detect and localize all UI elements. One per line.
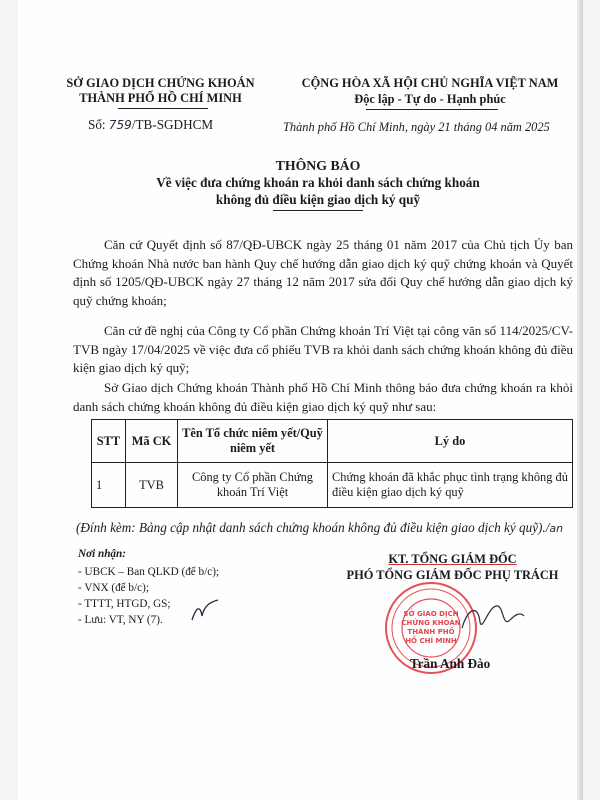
agency-name-line2: THÀNH PHỐ HỒ CHÍ MINH	[79, 91, 242, 105]
number-handwritten: 759	[108, 118, 132, 132]
cell-stt: 1	[92, 463, 126, 508]
paragraph-announcement: Sở Giao dịch Chứng khoán Thành phố Hồ Chí Minh thông báo đưa chứng khoán ra khỏi danh sách chứng khoán không đủ điều kiện giao dịch ký quỹ như sau:	[73, 380, 573, 414]
cell-code: TVB	[126, 463, 178, 508]
header-right-underline	[366, 109, 498, 110]
handwritten-tick-icon	[190, 598, 220, 624]
recipient-item-4: - Lưu: VT, NY (7).	[78, 614, 163, 626]
column-header-reason: Lý do	[328, 420, 573, 463]
page-edge-shadow	[577, 0, 583, 800]
number-suffix: /TB-SGDHCM	[131, 117, 214, 132]
cell-reason: Chứng khoán đã khắc phục tình trạng không đủ điều kiện giao dịch ký quỹ	[328, 463, 573, 508]
stamp-text-line3: THÀNH PHỐ	[407, 628, 455, 636]
nation-title: CỘNG HÒA XÃ HỘI CHỦ NGHĨA VIỆT NAM	[301, 76, 559, 90]
signature-line1: KT. TỔNG GIÁM ĐỐC	[388, 552, 517, 566]
document-number	[88, 117, 213, 133]
notice-title: THÔNG BÁO	[275, 158, 361, 173]
table-row	[92, 463, 573, 508]
column-header-issuer: Tên Tổ chức niêm yết/Quỹ niêm yết	[178, 420, 328, 463]
document-date: Thành phố Hồ Chí Minh, ngày 21 tháng 04 năm 2025	[283, 120, 550, 134]
agency-name-line1: SỞ GIAO DỊCH CHỨNG KHOÁN	[66, 76, 255, 90]
attachment-text: (Đính kèm: Bảng cập nhật danh sách chứng khoán không đủ điều kiện giao dịch ký quỹ)./	[76, 520, 550, 535]
table-header-row	[92, 420, 573, 463]
handwritten-signature-icon	[458, 598, 528, 638]
nation-motto: Độc lập - Tự do - Hạnh phúc	[354, 92, 506, 106]
number-prefix: Số:	[88, 117, 106, 132]
notice-subtitle-line1: Về việc đưa chứng khoán ra khỏi danh sách chứng khoán	[156, 175, 480, 190]
initials-handwritten: an	[549, 522, 564, 535]
signature-line2: PHÓ TỔNG GIÁM ĐỐC PHỤ TRÁCH	[346, 568, 559, 582]
notice-subtitle-line2: không đủ điều kiện giao dịch ký quỹ	[215, 192, 421, 207]
stamp-text-line1: SỞ GIAO DỊCH	[403, 610, 459, 618]
stamp-text-line4: HỒ CHÍ MINH	[405, 637, 457, 645]
attachment-note	[76, 520, 563, 536]
recipient-item-3: - TTTT, HTGD, GS;	[78, 598, 171, 610]
recipient-item-1: - UBCK – Ban QLKD (để b/c);	[78, 566, 220, 578]
column-header-code: Mã CK	[126, 420, 178, 463]
recipient-item-2: - VNX (để b/c);	[78, 582, 149, 594]
document-page	[18, 0, 583, 800]
title-underline	[273, 210, 363, 211]
signer-name: Trần Anh Đào	[409, 656, 491, 671]
header-left-underline	[118, 108, 208, 109]
paragraph-legal-basis-1: Căn cứ Quyết định số 87/QĐ-UBCK ngày 25 tháng 01 năm 2017 của Chủ tịch Ủy ban Chứng khoán Nhà nước ban hành Quy chế hướng dẫn giao dịch ký quỹ chứng khoán và Quyết định số 1205/QĐ-UBCK ngày 27 tháng 12 năm 2017 sửa đổi Quy chế hướng dẫn giao dịch ký quỹ chứng khoán;	[73, 237, 573, 308]
recipients-title: Nơi nhận:	[78, 548, 126, 560]
cell-issuer: Công ty Cổ phần Chứng khoán Trí Việt	[178, 463, 328, 508]
column-header-stt: STT	[92, 420, 126, 463]
securities-table	[91, 419, 573, 508]
paragraph-legal-basis-2: Căn cứ đề nghị của Công ty Cổ phần Chứng khoán Trí Việt tại công văn số 114/2025/CV-TVB ngày 17/04/2025 về việc đưa cổ phiếu TVB ra khỏi danh sách chứng khoán không đủ điều kiện giao dịch ký quỹ;	[73, 323, 573, 375]
stamp-text-line2: CHỨNG KHOÁN	[401, 619, 461, 627]
